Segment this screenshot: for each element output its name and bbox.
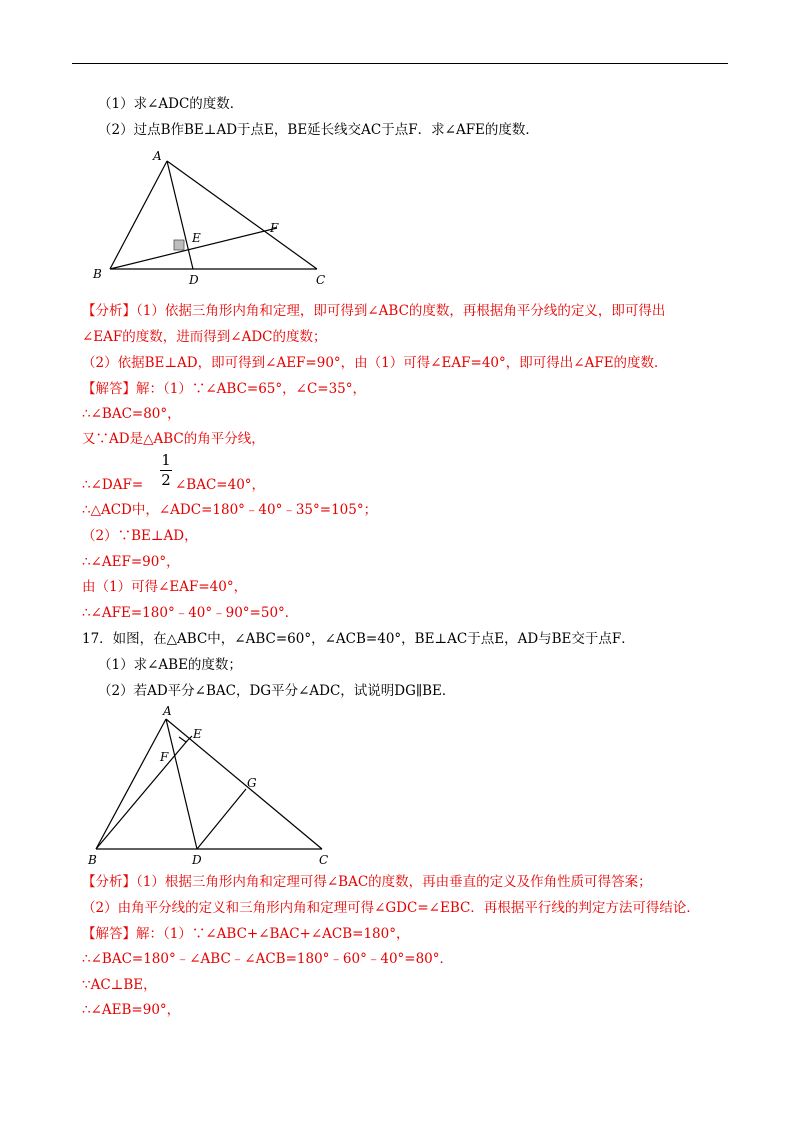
label-D: D bbox=[192, 853, 202, 867]
segment-AB bbox=[96, 719, 166, 849]
p17-solution-2: ∴∠BAC=180°﹣∠ABC﹣∠ACB=180°﹣60°﹣40°=80°． bbox=[82, 951, 454, 967]
p16-solution-6: （2）∵BE⊥AD， bbox=[82, 528, 198, 544]
p16-solution-7: ∴∠AEF=90°， bbox=[82, 554, 180, 570]
p17-solution-1: 【解答】解：（1）∵∠ABC+∠BAC+∠ACB=180°， bbox=[82, 926, 410, 942]
label-A: A bbox=[153, 149, 162, 163]
label-A: A bbox=[163, 704, 172, 718]
label-G: G bbox=[247, 776, 257, 790]
fraction-denominator: 2 bbox=[161, 471, 171, 489]
p16-solution-4-post: ∠BAC=40°， bbox=[175, 477, 266, 493]
label-E: E bbox=[192, 231, 201, 245]
p17-stem: 17．如图，在△ABC中，∠ABC=60°，∠ACB=40°，BE⊥AC于点E，AD与BE交于点F． bbox=[82, 631, 635, 647]
p16-solution-9: ∴∠AFE=180°﹣40°﹣90°=50°． bbox=[82, 605, 299, 621]
segment-DG bbox=[197, 789, 246, 849]
right-angle-mark bbox=[174, 240, 184, 250]
p17-triangle-figure bbox=[80, 700, 350, 870]
p16-triangle-figure bbox=[85, 145, 345, 290]
segment-AB bbox=[110, 161, 167, 269]
p17-solution-4: ∴∠AEB=90°， bbox=[82, 1002, 181, 1018]
p17-question-1: （1）求∠ABE的度数； bbox=[98, 657, 242, 673]
p16-question-1: （1）求∠ADC的度数． bbox=[98, 96, 244, 112]
p16-question-2: （2）过点B作BE⊥AD于点E，BE延长线交AC于点F．求∠AFE的度数． bbox=[98, 122, 539, 138]
p16-solution-5: ∴△ACD中，∠ADC=180°﹣40°﹣35°=105°； bbox=[82, 502, 378, 518]
p17-analysis-2: （2）由角平分线的定义和三角形内角和定理可得∠GDC=∠EBC．再根据平行线的判定方法可得结论． bbox=[82, 900, 700, 916]
fraction-numerator: 1 bbox=[161, 451, 171, 469]
label-B: B bbox=[93, 267, 102, 281]
p16-analysis-2: （2）依据BE⊥AD，即可得到∠AEF=90°，由（1）可得∠EAF=40°，即可得出∠AFE的度数． bbox=[82, 355, 668, 371]
label-C: C bbox=[316, 273, 326, 287]
p16-analysis-1a: 【分析】（1）依据三角形内角和定理，即可得到∠ABC的度数，再根据角平分线的定义，即可得出 bbox=[82, 303, 666, 319]
p16-solution-2: ∴∠BAC=80°， bbox=[82, 406, 181, 422]
p16-analysis-1b: ∠EAF的度数，进而得到∠ADC的度数； bbox=[82, 329, 327, 345]
label-F: F bbox=[160, 750, 169, 764]
header-rule bbox=[72, 63, 728, 64]
p16-solution-1: 【解答】解：（1）∵∠ABC=65°，∠C=35°， bbox=[82, 381, 367, 397]
label-B: B bbox=[88, 853, 97, 867]
label-F: F bbox=[270, 221, 279, 235]
p17-analysis-1: 【分析】（1）根据三角形内角和定理可得∠BAC的度数，再由垂直的定义及作角性质可得答案； bbox=[82, 874, 652, 890]
p17-solution-3: ∵AC⊥BE， bbox=[82, 977, 157, 993]
label-E: E bbox=[193, 727, 202, 741]
p16-solution-3: 又∵AD是△ABC的角平分线， bbox=[82, 431, 265, 447]
p16-solution-8: 由（1）可得∠EAF=40°， bbox=[82, 579, 248, 595]
segment-BE bbox=[96, 741, 187, 849]
p16-solution-4-pre: ∴∠DAF= bbox=[82, 477, 144, 493]
label-D: D bbox=[189, 273, 199, 287]
p17-question-2: （2）若AD平分∠BAC，DG平分∠ADC，试说明DG∥BE． bbox=[98, 683, 456, 699]
label-C: C bbox=[319, 853, 329, 867]
